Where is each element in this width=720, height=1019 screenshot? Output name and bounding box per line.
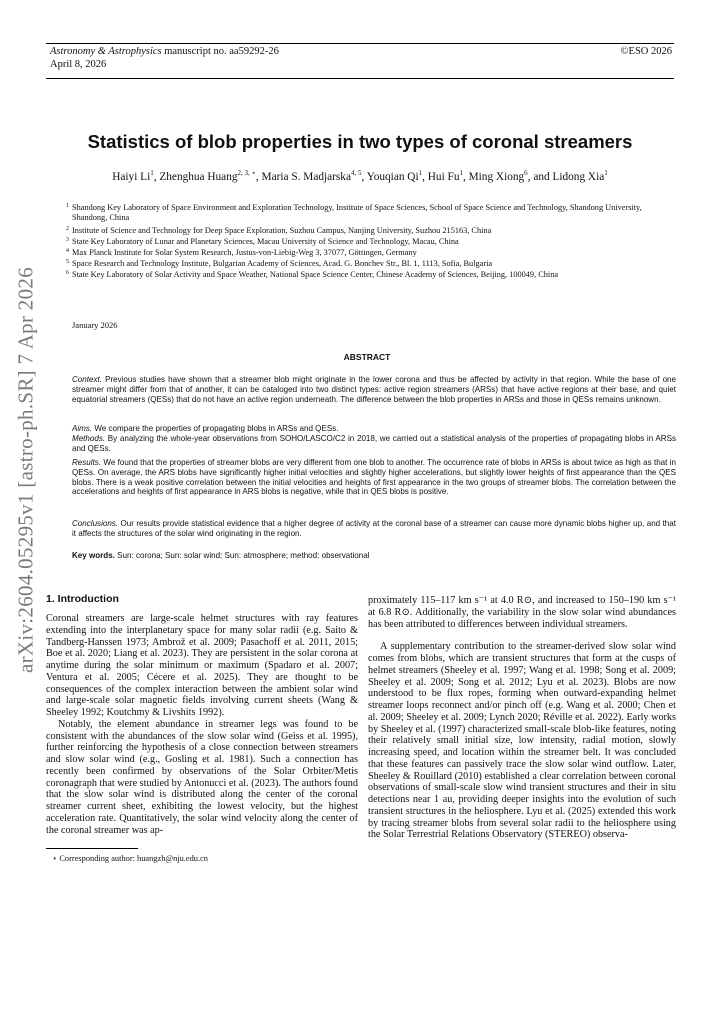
- abstract-aims: Aims. We compare the properties of propagating blobs in ARSs and QESs.: [72, 424, 339, 433]
- arxiv-stamp: arXiv:2604.05295v1 [astro-ph.SR] 7 Apr 2026: [13, 266, 38, 674]
- author-name: Hui Fu: [427, 170, 460, 183]
- affiliation-4: 4 Max Planck Institute for Solar System Research, Justus-von-Liebig-Weg 3, 37077, Göttingen, Germany: [66, 248, 417, 257]
- author-name: Maria S. Madjarska: [261, 170, 351, 183]
- abstract-conclusions: Conclusions. Our results provide statistical evidence that a higher degree of activity at the coronal base of a streamer can cause more dynamic blobs higher up, and that it affects the structures of the solar wind originating in the region.: [72, 519, 676, 538]
- paper-title: Statistics of blob properties in two types of coronal streamers: [87, 131, 633, 152]
- affiliation-6: 6 State Key Laboratory of Solar Activity and Space Weather, National Space Science Center, Chinese Academy of Sciences, Beijing, 100049, China: [66, 270, 559, 279]
- affiliation-1: 1 Shandong Key Laboratory of Space Environment and Exploration Technology, Institute of Space Sciences, School of Space Science and Technology, Shandong University, Shandong, China: [66, 203, 642, 222]
- affiliation-2: 2 Institute of Science and Technology for Deep Space Exploration, Suzhou Campus, Nanjing University, Suzhou 215163, China: [66, 226, 492, 235]
- section-heading: 1. Introduction: [46, 593, 119, 605]
- author-list: Haiyi Li$^1$, Zhenghua Huang$^{2, 3, ⋆}$, Maria S. Madjarska$^{4, 5}$, Youqian Qi$^1$, Hui Fu$^1$, Ming Xiong$^6$, and Lidong Xia$^1$: [112, 169, 608, 183]
- paragraph: A supplementary contribution to the streamer-derived slow solar wind comes from blobs, which are transient structures that form at the cusps of helmet streamers (Sheeley et al. 1997; Wang et al. 1998; Song et al. 2009; Sheeley et al. 2009; Song et al. 2012; Lyu et al. 2023). Blobs are now understood to be flux ropes, forming when outward-expanding helmet streamer loops reconnect and/or pinch off (e.g. Wang et al. 2000; Chen et al. 2009; Sheeley et al. 2009; Lynch 2020; Réville et al. 2022). Early works by Sheeley et al. (1997) characterized small-scale blob-like features, noting their relatively small initial size, low intensity, radial motion, slowly increasing speed, and location within the streamer belt. It was concluded that these features can passively trace the slow solar wind outflow. Later, Sheeley & Rouillard (2010) established a clear correlation between coronal observations of small-scale slow wind transient structures and their in situ detections near 1 au, providing deeper insights into the evolution of such transient structures in the heliosphere. Lyu et al. (2025) extended this work by tracing streamer blobs from several solar radii to the heliosphere using the Solar Terrestrial Relations Observatory (STEREO) observa-: [368, 641, 676, 841]
- abstract-results: Results. We found that the properties of streamer blobs are very different from one blob to another. The occurrence rate of blobs in ARSs is about twice as high as that in QESs. On average, the ARS blobs have significantly higher initial velocities and slightly higher accelerations, but slightly lower heights of first appearance than the QES blobs. There is a weak positive correlation between the initial velocities and heights of first appearance in the two groups of streamer blobs. The correlation between the accelerations and heights of first appearance in ARS blobs is negative, while that in QES blobs is positive.: [72, 458, 676, 497]
- affiliation-3: 3 State Key Laboratory of Lunar and Planetary Sciences, Macau University of Science and Technology, Macau, China: [66, 237, 459, 246]
- author-name: Ming Xiong: [468, 170, 525, 183]
- author-affiliation-marker: 1: [418, 169, 423, 177]
- author-affiliation-marker: 1: [150, 169, 154, 177]
- corresponding-author-footnote: ⋆ Corresponding author: huangzh@nju.edu.cn: [52, 854, 208, 863]
- affiliation-5: 5 Space Research and Technology Institute, Bulgarian Academy of Sciences, Acad. G. Bonchev Str., Bl. 1, 1113, Sofia, Bulgaria: [66, 259, 493, 268]
- author-name: Haiyi Li: [112, 170, 151, 183]
- author-affiliation-marker: 1: [604, 169, 608, 177]
- author-name: Lidong Xia: [552, 170, 605, 183]
- paragraph: Coronal streamers are large-scale helmet structures with ray features extending into the interplanetary space for many solar radii (e.g. Saito & Tandberg-Hanssen 1973; Ambrož et al. 2009; Pasachoff et al. 2011, 2015; Boe et al. 2020; Liang et al. 2023). They are persistent in the solar corona at anytime during the solar minimum or maximum (Spadaro et al. 2007; Ventura et al. 2005; Cécere et al. 2025). They are thought to be consequences of the complex interaction between the ambient solar wind and large-scale solar magnetic fields involving current sheets (Wang & Sheeley 1992; Koutchmy & Livshits 1992).: [46, 613, 358, 718]
- keywords: Key words. Sun: corona; Sun: solar wind; Sun: atmosphere; method: observational: [72, 551, 370, 560]
- paragraph: proximately 115–117 km s⁻¹ at 4.0 R⊙, and increased to 150–190 km s⁻¹ at 6.8 R⊙. Additionally, the variability in the slow solar wind abundances has been attributed to differences between individual streamers.: [368, 595, 676, 630]
- paragraph: Notably, the element abundance in streamer legs was found to be consistent with the abundances of the slow solar wind (Geiss et al. 1995), further reinforcing the hypothesis of a close connection between streamers and slow solar wind (e.g., Gosling et al. 1981). Such a connection has recently been confirmed by observations of the Solar Orbiter/Metis coronagraph that were studied by Antonucci et al. (2023). The authors found that the slow solar wind is distributed along the center of the coronal streamer current sheet, exhibiting the lowest velocity, but the highest acceleration rate. Quantitatively, the solar wind velocity along the center of the coronal streamer was ap-: [46, 718, 358, 836]
- left-column: [46, 613, 358, 836]
- author-affiliation-marker: 4, 5: [350, 169, 362, 177]
- author-name: Zhenghua Huang: [159, 170, 238, 183]
- copyright: ©ESO 2026: [620, 46, 672, 57]
- author-name: Youqian Qi: [366, 170, 419, 183]
- author-affiliation-marker: 1: [459, 169, 463, 177]
- author-affiliation-marker: 2, 3, ⋆: [237, 169, 256, 177]
- abstract-heading: ABSTRACT: [343, 352, 391, 362]
- abstract-context: Context. Previous studies have shown that a streamer blob might originate in the lower corona and thus be affected by activity in that region. While the base of one streamer might differ from that of another, it can be cataloged into two distinct types: active region streamers (ARSs) that have active regions at their base, and quiet equatorial streamers (QESs) that do not have an active region underneath. The difference between the blob properties in ARSs and those in QESs remains unknown.: [72, 375, 676, 404]
- abstract-methods: Methods. By analyzing the whole-year observations from SOHO/LASCO/C2 in 2018, we carried out a statistical analysis of the properties of propagating blobs in ARSs and QESs.: [72, 434, 676, 453]
- footnote-rule: [46, 848, 138, 849]
- received-date: January 2026: [72, 320, 118, 330]
- manuscript-date: April 8, 2026: [50, 59, 107, 70]
- right-column: [368, 595, 676, 841]
- journal-line: Astronomy & Astrophysics manuscript no. aa59292-26: [50, 46, 279, 57]
- author-affiliation-marker: 6: [524, 169, 528, 177]
